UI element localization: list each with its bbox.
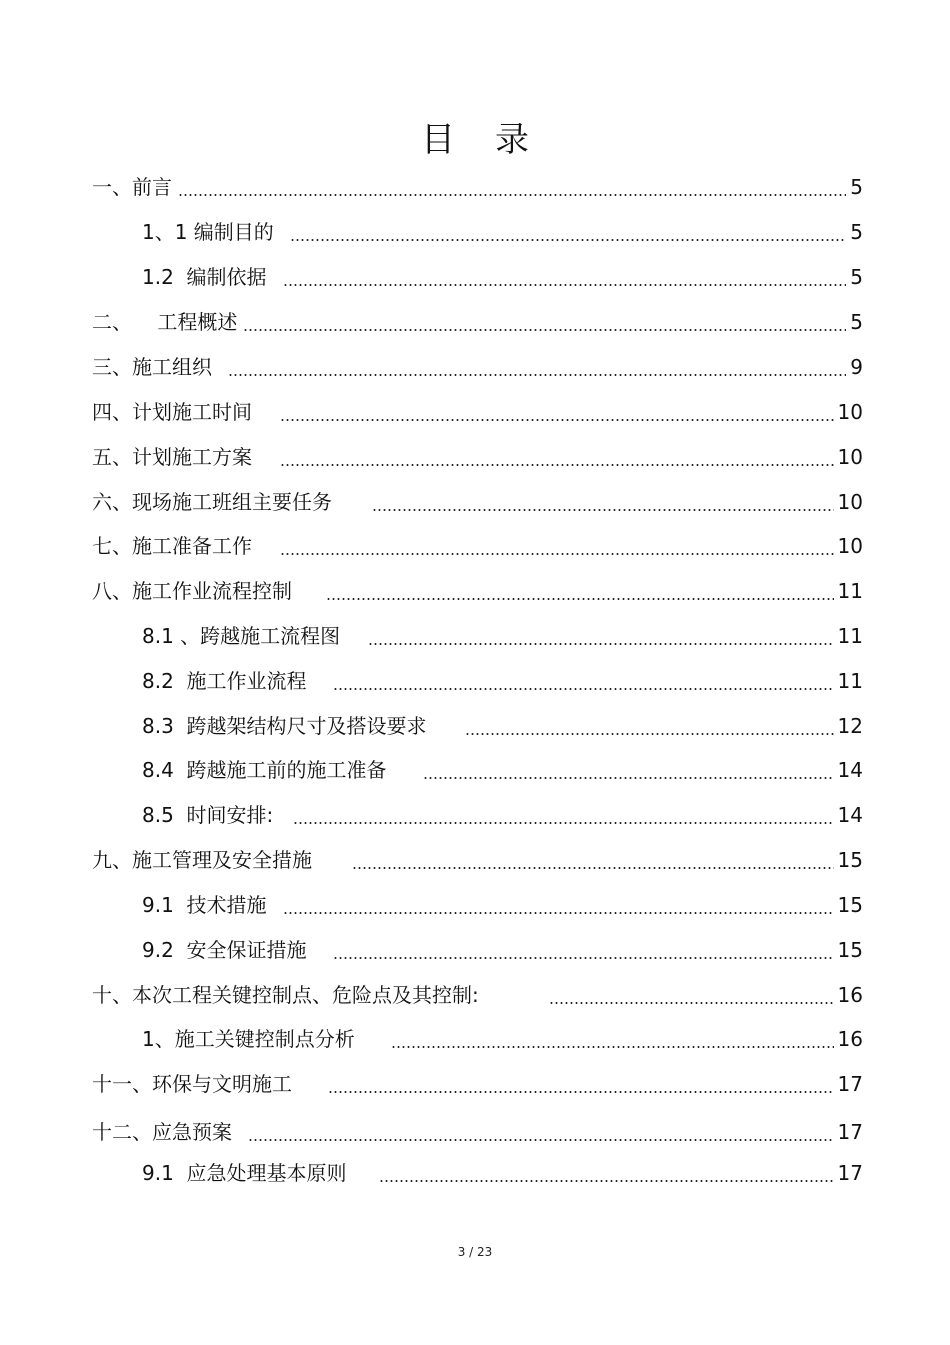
toc-entry-label: 七、施工准备工作 xyxy=(92,534,252,558)
toc-entry[interactable] xyxy=(92,1117,863,1147)
toc-entry[interactable] xyxy=(92,397,863,427)
toc-entry-page-number: 5 xyxy=(850,220,863,244)
page-number-footer: 3 / 23 xyxy=(457,1245,493,1259)
toc-entry[interactable] xyxy=(142,1024,863,1054)
toc-entry[interactable] xyxy=(142,666,863,696)
toc-entry-page-number: 5 xyxy=(850,175,863,199)
toc-entry-page-number: 11 xyxy=(837,624,863,648)
toc-entry-label: 1.2 编制依据 xyxy=(142,265,267,289)
toc-entry[interactable] xyxy=(142,935,863,965)
toc-entry[interactable] xyxy=(142,217,863,247)
toc-dot-leader xyxy=(280,442,834,472)
toc-entry[interactable] xyxy=(142,890,863,920)
toc-entry-page-number: 15 xyxy=(837,848,863,872)
toc-entry-label: 六、现场施工班组主要任务 xyxy=(92,490,332,514)
toc-dot-leader xyxy=(283,262,847,292)
toc-dot-leader xyxy=(283,890,834,920)
toc-entry-label: 8.5 时间安排: xyxy=(142,803,274,827)
toc-dot-leader xyxy=(178,172,846,202)
toc-dot-leader xyxy=(328,1069,834,1099)
toc-entry[interactable] xyxy=(142,755,863,785)
toc-dot-leader xyxy=(280,531,834,561)
toc-dot-leader xyxy=(379,1158,834,1188)
toc-entry-label: 五、计划施工方案 xyxy=(92,445,252,469)
toc-entry-label: 十二、应急预案 xyxy=(92,1120,232,1144)
toc-entry[interactable] xyxy=(92,1069,863,1099)
toc-entry-page-number: 16 xyxy=(837,1027,863,1051)
toc-entry-label: 九、施工管理及安全措施 xyxy=(92,848,312,872)
toc-entry-page-number: 11 xyxy=(837,579,863,603)
toc-entry-label: 9.1 应急处理基本原则 xyxy=(142,1161,347,1185)
toc-entry-label: 1、1 编制目的 xyxy=(142,220,274,244)
page-title-char: 录 xyxy=(495,120,529,160)
toc-entry-page-number: 15 xyxy=(837,893,863,917)
toc-entry-page-number: 15 xyxy=(837,938,863,962)
toc-entry-label: 四、计划施工时间 xyxy=(92,400,252,424)
toc-entry-page-number: 16 xyxy=(837,983,863,1007)
toc-dot-leader xyxy=(423,755,834,785)
toc-entry-page-number: 17 xyxy=(837,1120,863,1144)
toc-entry-label: 二、 工程概述 xyxy=(92,310,238,334)
toc-entry-label: 十、本次工程关键控制点、危险点及其控制: xyxy=(92,983,479,1007)
toc-entry-page-number: 9 xyxy=(850,355,863,379)
toc-entry-label: 8.2 施工作业流程 xyxy=(142,669,307,693)
toc-entry-label: 8.3 跨越架结构尺寸及搭设要求 xyxy=(142,714,427,738)
toc-dot-leader xyxy=(228,352,846,382)
toc-dot-leader xyxy=(243,307,846,337)
toc-dot-leader xyxy=(465,711,834,741)
toc-dot-leader xyxy=(280,397,834,427)
toc-entry[interactable] xyxy=(92,172,863,202)
toc-entry-page-number: 10 xyxy=(837,490,863,514)
toc-entry[interactable] xyxy=(92,845,863,875)
toc-entry-page-number: 5 xyxy=(850,265,863,289)
toc-entry-page-number: 11 xyxy=(837,669,863,693)
toc-entry[interactable] xyxy=(142,711,863,741)
toc-entry[interactable] xyxy=(92,442,863,472)
toc-entry-page-number: 14 xyxy=(837,803,863,827)
toc-dot-leader xyxy=(326,576,834,606)
toc-entry-label: 1、施工关键控制点分析 xyxy=(142,1027,355,1051)
toc-entry[interactable] xyxy=(92,487,863,517)
toc-dot-leader xyxy=(368,621,833,651)
toc-entry-label: 8.4 跨越施工前的施工准备 xyxy=(142,758,387,782)
toc-entry[interactable] xyxy=(92,980,863,1010)
toc-entry-page-number: 12 xyxy=(837,714,863,738)
toc-entry[interactable] xyxy=(142,262,863,292)
toc-entry-page-number: 5 xyxy=(850,310,863,334)
toc-entry-label: 三、施工组织 xyxy=(92,355,212,379)
toc-entry[interactable] xyxy=(92,531,863,561)
toc-entry[interactable] xyxy=(142,621,863,651)
toc-dot-leader xyxy=(290,217,846,247)
toc-entry[interactable] xyxy=(92,307,863,337)
toc-entry-page-number: 17 xyxy=(837,1072,863,1096)
toc-dot-leader xyxy=(248,1117,834,1147)
toc-dot-leader xyxy=(333,666,834,696)
toc-entry-label: 9.1 技术措施 xyxy=(142,893,267,917)
toc-entry-label: 8.1 、跨越施工流程图 xyxy=(142,624,341,648)
toc-entry-label: 八、施工作业流程控制 xyxy=(92,579,292,603)
toc-entry[interactable] xyxy=(142,1158,863,1188)
toc-entry-label: 一、前言 xyxy=(92,175,172,199)
toc-entry[interactable] xyxy=(92,576,863,606)
toc-entry-page-number: 10 xyxy=(837,400,863,424)
toc-entry-page-number: 10 xyxy=(837,445,863,469)
toc-entry-label: 十一、环保与文明施工 xyxy=(92,1072,292,1096)
toc-entry-page-number: 14 xyxy=(837,758,863,782)
toc-dot-leader xyxy=(549,980,834,1010)
toc-entry-label: 9.2 安全保证措施 xyxy=(142,938,307,962)
toc-dot-leader xyxy=(391,1024,834,1054)
page-title-char: 目 xyxy=(421,120,455,160)
toc-dot-leader xyxy=(372,487,834,517)
toc-entry[interactable] xyxy=(142,800,863,830)
toc-dot-leader xyxy=(293,800,833,830)
toc-entry-page-number: 17 xyxy=(837,1161,863,1185)
toc-entry-page-number: 10 xyxy=(837,534,863,558)
toc-dot-leader xyxy=(352,845,834,875)
toc-entry[interactable] xyxy=(92,352,863,382)
toc-dot-leader xyxy=(333,935,834,965)
